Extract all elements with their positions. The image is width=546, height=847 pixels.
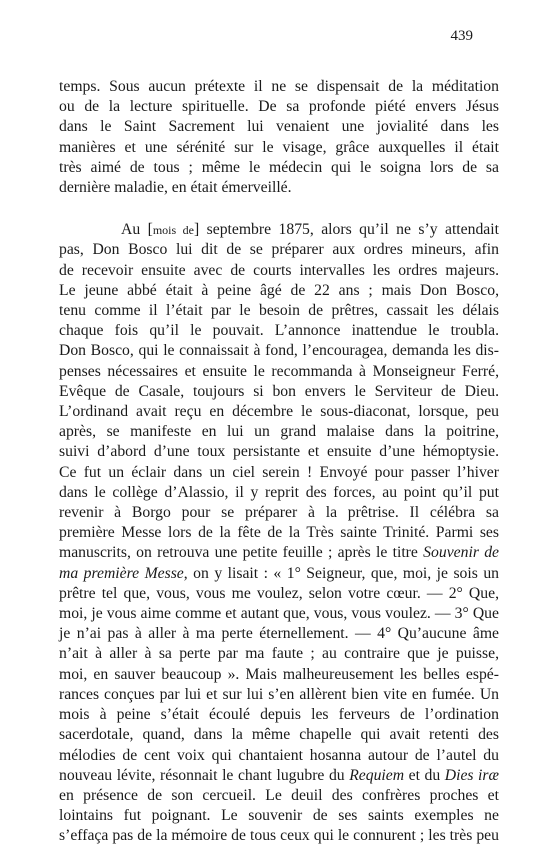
paragraph-1 (59, 77, 499, 198)
text-line: penses nécessaires et ensuite le recommanda à Monseigneur Ferré, (59, 362, 499, 380)
text-line: sacerdotale, quand, dans la même chapelle qui avait retenti des (59, 726, 499, 744)
text-line: mélodies de cent voix qui chantaient hosanna autour de l’autel du (59, 746, 499, 764)
paragraph-gap (59, 198, 499, 220)
text-line: dernière maladie, en était émerveillé. (59, 179, 292, 197)
text-line: Evêque de Casale, toujours si bon envers le Serviteur de Dieu. (59, 382, 499, 400)
text-line: prêtre tel que, vous, vous me voulez, selon votre cœur. — 2° Que, (59, 584, 499, 602)
text-line: moi, en sauver beaucoup ». Mais malheureusement les belles espé- (59, 665, 499, 683)
text-line: dans le Saint Sacrement lui venaient une jovialité dans les (59, 118, 499, 136)
text-line: mois à peine s’était écoulé depuis les ferveurs de l’ordination (59, 706, 499, 724)
paragraph-2 (59, 220, 499, 846)
text-line: dans le collège d’Alassio, il y reprit des forces, au point qu’il put (59, 483, 499, 501)
text-line: ou de la lecture spirituelle. De sa profonde piété envers Jésus (59, 98, 499, 116)
text-line: lointains fut poignant. Le souvenir de ses saints exemples ne (59, 807, 499, 825)
text-line: je n’ai pas à aller à ma perte éternellement. — 4° Qu’aucune âme (59, 625, 499, 643)
text-line: chaque fois qu’il le pouvait. L’annonce inattendue le troubla. (59, 322, 499, 340)
text-line: Don Bosco, qui le connaissait à fond, l’encouragea, demanda les dis- (59, 342, 499, 360)
text-line (59, 564, 499, 584)
text-line: rances conçues par lui et sur lui s’en allèrent bien vite en fumée. Un (59, 685, 499, 703)
text-fragment: Au [ (121, 221, 153, 239)
text-line (59, 220, 499, 240)
text-line: temps. Sous aucun prétexte il ne se dispensait de la méditation (59, 78, 499, 95)
text-line: moi, je vous aime comme et autant que, vous, vous voulez. — 3° Que (59, 605, 499, 623)
italic-word: Dies iræ (444, 766, 499, 784)
italic-word: Requiem (349, 766, 405, 784)
page-number: 439 (450, 28, 473, 44)
body-text (59, 77, 499, 847)
text-line: Le jeune abbé était à peine âgé de 22 ans ; mais Don Bosco, (59, 281, 499, 299)
text-line: en présence de son cercueil. Le deuil des confrères proches et (59, 786, 499, 804)
text-line: de recevoir ensuite avec de courts intervalles les ordres majeurs. (59, 261, 499, 279)
text-fragment: ] septembre 1875, alors qu’il ne s’y attendait (193, 221, 499, 239)
text-line: manières et une sérénité sur le visage, grâce auxquelles il était (59, 138, 499, 156)
text-line: après, se manifeste en lui un grand malaise dans la poitrine, (59, 423, 499, 441)
text-line (59, 766, 499, 786)
text-fragment: nouveau lévite, résonnait le chant lugubre du (59, 766, 350, 784)
text-line: tenu comme il l’était par le besoin de prêtres, cassait les délais (59, 302, 499, 320)
text-line: L’ordinand avait reçu en décembre le sous-diaconat, lorsque, peu (59, 403, 499, 421)
text-line: s’effaça pas de la mémoire de tous ceux qui le connurent ; les très peu (59, 827, 499, 845)
text-line: pas, Don Bosco lui dit de se préparer aux ordres mineurs, afin (59, 241, 499, 259)
editorial-insertion: mois de (152, 223, 194, 238)
text-fragment: , on y lisait : « 1° Seigneur, que, moi, je sois un (183, 564, 500, 582)
text-line: première Messe lors de la fête de la Très sainte Trinité. Parmi ses (59, 524, 499, 542)
text-line: n’ait à aller à sa perte par ma faute ; au contraire que je puisse, (59, 645, 499, 663)
text-line: revenir à Borgo pour se préparer à la prêtrise. Il célébra sa (59, 504, 499, 522)
text-fragment: manuscrits, on retrouva une petite feuille ; après le titre (59, 544, 424, 562)
italic-title: ma première Messe (59, 564, 184, 582)
text-fragment: et du (404, 766, 445, 784)
text-line: très aimé de tous ; même le médecin qui le soigna lors de sa (59, 158, 499, 176)
italic-title: Souvenir de (423, 544, 499, 562)
text-line: suivi d’abord d’une toux persistante et ensuite d’une hémoptysie. (59, 443, 499, 461)
text-line: Ce fut un éclair dans un ciel serein ! Envoyé pour passer l’hiver (59, 463, 499, 481)
text-line (59, 543, 499, 563)
